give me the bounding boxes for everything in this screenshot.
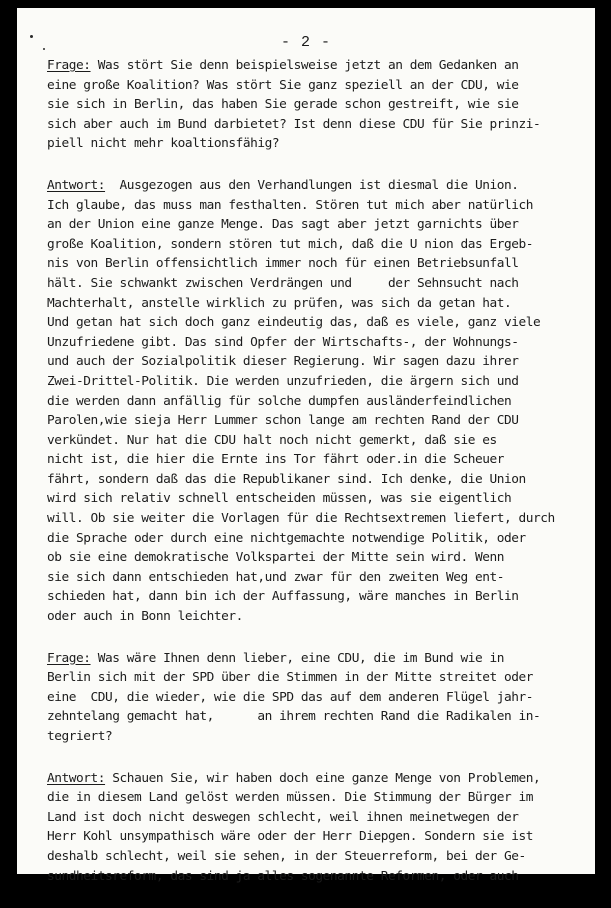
text-line: Ich glaube, das muss man festhalten. Stören tut mich aber natürlich <box>47 197 534 213</box>
text-line: die Sprache oder durch eine nichtgemachte notwendige Politik, oder <box>47 530 526 546</box>
text-line: die werden dann anfällig für solche dumpfen ausländerfeindlichen <box>47 393 512 409</box>
answer-block-2 <box>47 769 583 887</box>
speaker-label: Frage: <box>47 650 91 666</box>
text-line: an der Union eine ganze Menge. Das sagt aber jetzt garnichts über <box>47 217 519 233</box>
line-text: Was wäre Ihnen denn lieber, eine CDU, die im Bund wie in <box>90 650 505 666</box>
text-line <box>47 56 583 76</box>
text-line: eine CDU, die wieder, wie die SPD das auf dem anderen Flügel jahr- <box>47 689 534 705</box>
text-line: verkündet. Nur hat die CDU halt noch nicht gemerkt, daß sie es <box>47 432 497 448</box>
text-line: und auch der Sozialpolitik dieser Regierung. Wir sagen dazu ihrer <box>47 354 519 370</box>
text-line: wird sich relativ schnell entscheiden müssen, was sie eigentlich <box>47 491 512 507</box>
text-line: Zwei-Drittel-Politik. Die werden unzufrieden, die ärgern sich und <box>47 373 519 389</box>
text-line: sie sich in Berlin, das haben Sie gerade schon gestreift, wie sie <box>47 97 519 113</box>
text-line: tegriert? <box>47 729 113 744</box>
text-line: Herr Kohl unsympathisch wäre oder der Herr Diepgen. Sondern sie ist <box>47 829 534 845</box>
text-line: große Koalition, sondern stören tut mich, daß die U nion das Ergeb- <box>47 236 534 252</box>
text-line: Berlin sich mit der SPD über die Stimmen in der Mitte streitet oder <box>47 670 534 686</box>
text-line: oder auch in Bonn leichter. <box>47 609 243 625</box>
transcript-body <box>47 56 583 908</box>
page-number: - 2 - <box>280 34 331 51</box>
text-line: will. Ob sie weiter die Vorlagen für die Rechtsextremen liefert, durch <box>47 511 555 527</box>
text-line: Und getan hat sich doch ganz eindeutig das, daß es viele, ganz viele <box>47 315 541 331</box>
text-line: hält. Sie schwankt zwischen Verdrängen und der Sehnsucht nach <box>47 275 519 291</box>
line-text: Was stört Sie denn beispielsweise jetzt an dem Gedanken an <box>90 58 519 73</box>
text-line: nis von Berlin offensichtlich immer noch für einen Betriebsunfall <box>47 256 519 272</box>
text-line <box>47 176 583 196</box>
text-line: die in diesem Land gelöst werden müssen. Die Stimmung der Bürger im <box>47 790 534 806</box>
text-line: nicht ist, die hier die Ernte ins Tor fährt oder.in die Scheuer <box>47 452 505 468</box>
line-text: Schauen Sie, wir haben doch eine ganze Menge von Problemen, <box>105 770 541 786</box>
speaker-label: Frage: <box>47 58 91 73</box>
question-block-1 <box>47 56 583 154</box>
text-line: Machterhalt, anstelle wirklich zu prüfen, was sich da getan hat. <box>47 295 512 311</box>
text-line: sundheitsreform, das sind ja alles sogenannte Reformen, oder auch <box>47 868 519 884</box>
text-line: eine große Koalition? Was stört Sie ganz speziell an der CDU, wie <box>47 77 519 93</box>
text-line <box>47 769 583 789</box>
text-line: ob sie eine demokratische Volkspartei der Mitte sein wird. Wenn <box>47 550 505 566</box>
speaker-label: Antwort: <box>47 177 106 193</box>
speaker-label: Antwort: <box>47 770 106 786</box>
text-line: sie sich dann entschieden hat,und zwar für den zweiten Weg ent- <box>47 569 505 585</box>
question-block-2 <box>47 649 583 747</box>
text-line: piell nicht mehr koaltionsfähig? <box>47 136 280 152</box>
text-line: Parolen,wie sieja Herr Lummer schon lange am rechten Rand der CDU <box>47 413 519 429</box>
answer-block-1 <box>47 176 583 627</box>
text-line: deshalb schlecht, weil sie sehen, in der Steuerreform, bei der Ge- <box>47 848 526 864</box>
line-text: Ausgezogen aus den Verhandlungen ist diesmal die Union. <box>105 177 519 193</box>
text-line <box>47 649 583 669</box>
text-line: Land ist doch nicht deswegen schlecht, weil ihnen meinetwegen der <box>47 809 519 825</box>
text-line: fährt, sondern daß das die Republikaner sind. Ich denke, die Union <box>47 471 526 487</box>
text-line: zehntelang gemacht hat, an ihrem rechten Rand die Radikalen in- <box>47 709 541 725</box>
text-line: Unzufriedene gibt. Das sind Opfer der Wirtschafts-, der Wohnungs- <box>47 334 519 350</box>
text-line: schieden hat, dann bin ich der Auffassung, wäre manches in Berlin <box>47 589 519 605</box>
document-page <box>17 8 595 884</box>
text-line: sich aber auch im Bund darbietet? Ist denn diese CDU für Sie prinzi- <box>47 116 541 132</box>
